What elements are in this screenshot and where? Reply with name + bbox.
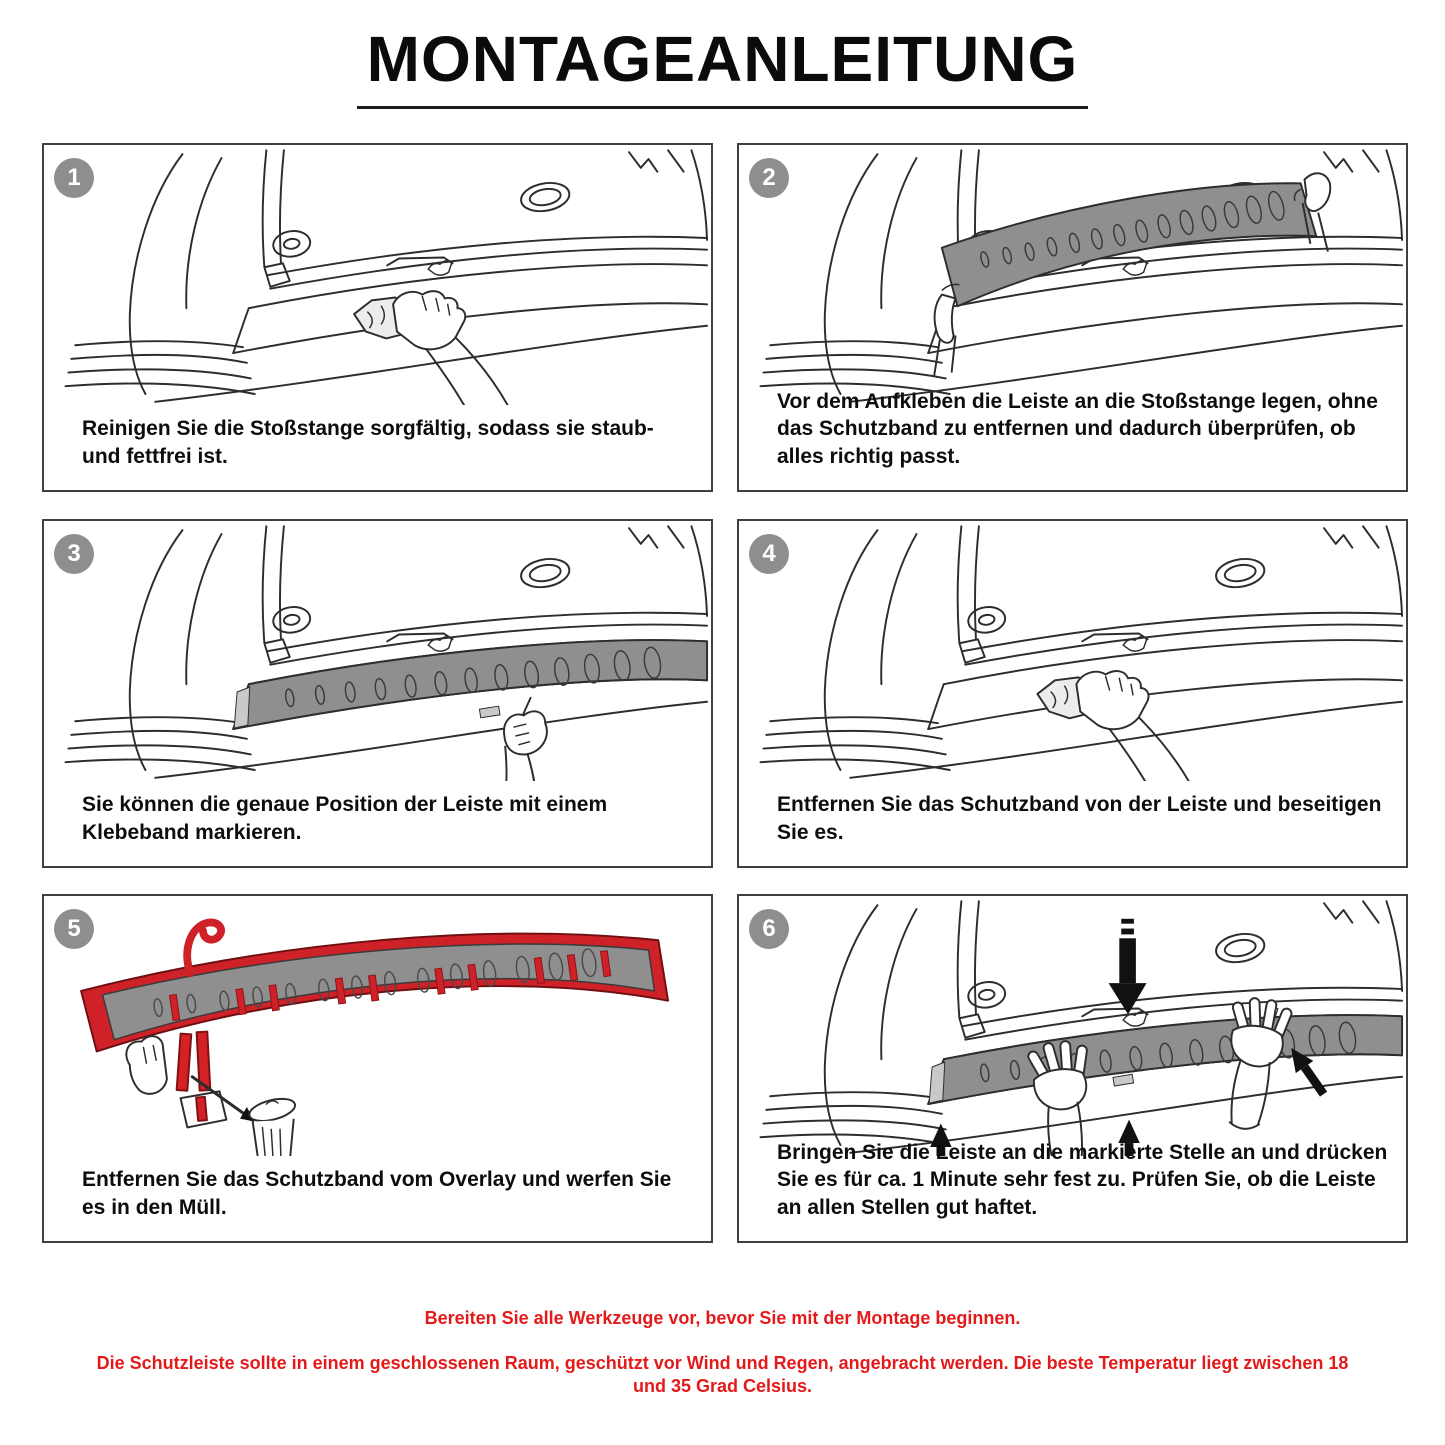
- strip-positioning-drawing: [741, 149, 1404, 405]
- header: [0, 0, 1445, 109]
- step-panel-4: [737, 519, 1408, 868]
- step-number-badge: 4: [749, 534, 789, 574]
- step-number-badge: 2: [749, 158, 789, 198]
- step-panel-3: [42, 519, 713, 868]
- step-4-illustration: [741, 525, 1404, 781]
- step-panel-5: [42, 894, 713, 1243]
- footer-warning-2: Die Schutzleiste sollte in einem geschlossenen Raum, geschützt vor Wind und Regen, angebracht werden. Die beste Temperatur liegt zwischen 18 und 35 Grad Celsius.: [96, 1353, 1349, 1397]
- strip-pressing-drawing: [741, 900, 1404, 1156]
- step-2-illustration: [741, 149, 1404, 405]
- step-number-badge: 3: [54, 534, 94, 574]
- page-title: MONTAGEANLEITUNG: [357, 26, 1089, 109]
- step-number-badge: 5: [54, 909, 94, 949]
- step-3-illustration: [46, 525, 709, 781]
- step-number-badge: 6: [749, 909, 789, 949]
- step-caption: Reinigen Sie die Stoßstange sorgfältig, sodass sie staub- und fettfrei ist.: [82, 417, 654, 468]
- tape-removal-drawing: [741, 525, 1404, 781]
- strip-marking-drawing: [46, 525, 709, 781]
- step-1-illustration: [46, 149, 709, 405]
- step-caption: Bringen Sie die Leiste an die markierte Stelle an und drücken Sie es für ca. 1 Minute sehr fest zu. Prüfen Sie, ob die Leiste an allen Stellen gut haftet.: [777, 1141, 1388, 1219]
- step-caption: Sie können die genaue Position der Leiste mit einem Klebeband markieren.: [82, 793, 608, 844]
- footer-warning-1: Bereiten Sie alle Werkzeuge vor, bevor Sie mit der Montage beginnen.: [424, 1308, 1021, 1328]
- step-caption: Vor dem Aufkleben die Leiste an die Stoßstange legen, ohne das Schutzband zu entfernen und dadurch überprüfen, ob alles richtig passt.: [777, 390, 1378, 468]
- overlay-liner-drawing: [46, 900, 709, 1156]
- step-panel-1: [42, 143, 713, 492]
- step-panel-2: [737, 143, 1408, 492]
- step-5-illustration: [46, 900, 709, 1156]
- step-6-illustration: [741, 900, 1404, 1156]
- step-panel-6: [737, 894, 1408, 1243]
- step-caption: Entfernen Sie das Schutzband vom Overlay und werfen Sie es in den Müll.: [82, 1168, 672, 1219]
- bumper-cleaning-drawing: [46, 149, 709, 405]
- step-number-badge: 1: [54, 158, 94, 198]
- step-caption: Entfernen Sie das Schutzband von der Leiste und beseitigen Sie es.: [777, 793, 1382, 844]
